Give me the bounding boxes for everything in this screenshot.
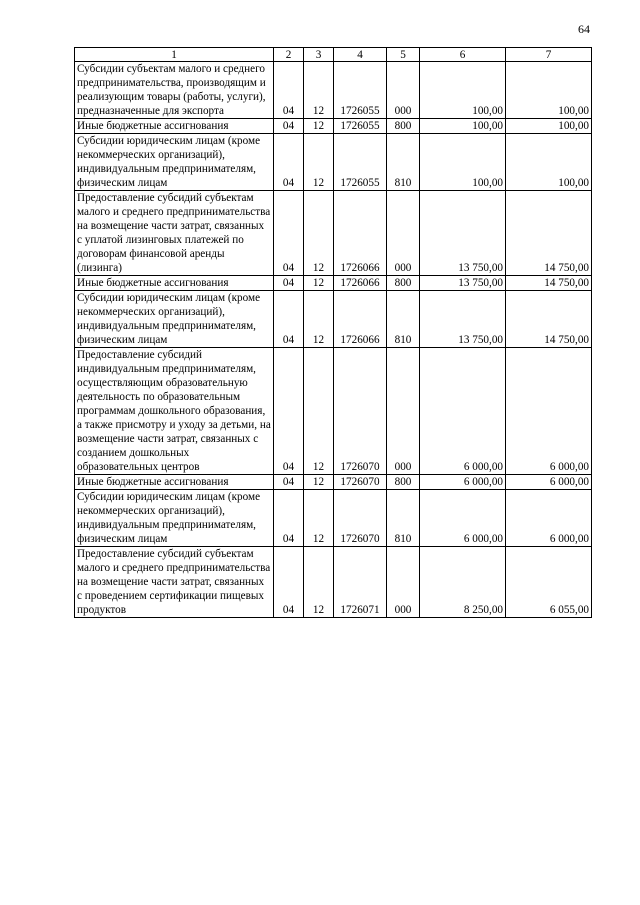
- row-section: 04: [274, 62, 304, 119]
- row-name: Субсидии юридическим лицам (кроме некоммерческих организаций), индивидуальным предпринимателям, физическим лицам: [75, 490, 274, 547]
- row-amount-2: 100,00: [506, 119, 592, 134]
- row-name: Предоставление субсидий индивидуальным предпринимателям, осуществляющим образовательную деятельность по образовательным программам дошкольного образования, а также присмотру и уходу за детьми, на возмещение части затрат, связанных с созданием дошкольных образовательных центров: [75, 348, 274, 475]
- table-row: [75, 191, 592, 276]
- row-amount-2: 100,00: [506, 62, 592, 119]
- row-expense-type: 800: [387, 119, 420, 134]
- row-target-code: 1726055: [334, 62, 387, 119]
- row-amount-1: 100,00: [420, 119, 506, 134]
- row-expense-type: 000: [387, 62, 420, 119]
- row-target-code: 1726071: [334, 547, 387, 618]
- row-expense-type: 000: [387, 348, 420, 475]
- row-subsection: 12: [304, 348, 334, 475]
- header-col-7: 7: [506, 48, 592, 62]
- row-amount-2: 14 750,00: [506, 276, 592, 291]
- row-expense-type: 810: [387, 490, 420, 547]
- row-amount-1: 100,00: [420, 134, 506, 191]
- row-section: 04: [274, 276, 304, 291]
- row-section: 04: [274, 475, 304, 490]
- row-amount-2: 6 000,00: [506, 348, 592, 475]
- row-subsection: 12: [304, 475, 334, 490]
- table-row: [75, 547, 592, 618]
- row-name: Субсидии юридическим лицам (кроме некоммерческих организаций), индивидуальным предпринимателям, физическим лицам: [75, 291, 274, 348]
- row-target-code: 1726070: [334, 475, 387, 490]
- row-section: 04: [274, 119, 304, 134]
- row-amount-2: 6 000,00: [506, 490, 592, 547]
- row-subsection: 12: [304, 134, 334, 191]
- header-col-4: 4: [334, 48, 387, 62]
- row-amount-1: 13 750,00: [420, 276, 506, 291]
- header-col-6: 6: [420, 48, 506, 62]
- row-section: 04: [274, 547, 304, 618]
- table-header-row: [75, 48, 592, 62]
- row-target-code: 1726066: [334, 276, 387, 291]
- row-amount-1: 8 250,00: [420, 547, 506, 618]
- row-expense-type: 000: [387, 547, 420, 618]
- row-section: 04: [274, 291, 304, 348]
- header-col-1: 1: [75, 48, 274, 62]
- row-expense-type: 800: [387, 276, 420, 291]
- table-row: [75, 276, 592, 291]
- row-target-code: 1726055: [334, 134, 387, 191]
- header-col-3: 3: [304, 48, 334, 62]
- budget-table: [74, 47, 592, 618]
- row-target-code: 1726066: [334, 291, 387, 348]
- header-col-5: 5: [387, 48, 420, 62]
- row-amount-2: 6 055,00: [506, 547, 592, 618]
- row-amount-2: 6 000,00: [506, 475, 592, 490]
- row-target-code: 1726070: [334, 490, 387, 547]
- row-name: Предоставление субсидий субъектам малого и среднего предпринимательства на возмещение части затрат, связанных с уплатой лизинговых платежей по договорам финансовой аренды (лизинга): [75, 191, 274, 276]
- row-section: 04: [274, 348, 304, 475]
- row-amount-1: 6 000,00: [420, 348, 506, 475]
- row-name: Субсидии субъектам малого и среднего предпринимательства, производящим и реализующим товары (работы, услуги), предназначенные для экспорта: [75, 62, 274, 119]
- row-amount-1: 100,00: [420, 62, 506, 119]
- row-amount-2: 14 750,00: [506, 191, 592, 276]
- row-section: 04: [274, 134, 304, 191]
- row-amount-2: 14 750,00: [506, 291, 592, 348]
- row-subsection: 12: [304, 191, 334, 276]
- row-name: Иные бюджетные ассигнования: [75, 276, 274, 291]
- table-row: [75, 490, 592, 547]
- row-section: 04: [274, 490, 304, 547]
- row-expense-type: 000: [387, 191, 420, 276]
- row-amount-1: 6 000,00: [420, 475, 506, 490]
- row-amount-1: 13 750,00: [420, 291, 506, 348]
- row-name: Предоставление субсидий субъектам малого и среднего предпринимательства на возмещение части затрат, связанных с проведением сертификации пищевых продуктов: [75, 547, 274, 618]
- row-subsection: 12: [304, 62, 334, 119]
- table-row: [75, 62, 592, 119]
- row-name: Иные бюджетные ассигнования: [75, 475, 274, 490]
- row-name: Субсидии юридическим лицам (кроме некоммерческих организаций), индивидуальным предпринимателям, физическим лицам: [75, 134, 274, 191]
- row-subsection: 12: [304, 547, 334, 618]
- row-subsection: 12: [304, 490, 334, 547]
- row-amount-2: 100,00: [506, 134, 592, 191]
- header-col-2: 2: [274, 48, 304, 62]
- row-subsection: 12: [304, 276, 334, 291]
- table-row: [75, 291, 592, 348]
- page-number: 64: [578, 22, 590, 36]
- row-section: 04: [274, 191, 304, 276]
- row-target-code: 1726055: [334, 119, 387, 134]
- row-expense-type: 810: [387, 291, 420, 348]
- table-row: [75, 134, 592, 191]
- row-name: Иные бюджетные ассигнования: [75, 119, 274, 134]
- row-amount-1: 6 000,00: [420, 490, 506, 547]
- row-amount-1: 13 750,00: [420, 191, 506, 276]
- table-row: [75, 348, 592, 475]
- row-subsection: 12: [304, 291, 334, 348]
- table-row: [75, 119, 592, 134]
- row-target-code: 1726066: [334, 191, 387, 276]
- row-subsection: 12: [304, 119, 334, 134]
- row-expense-type: 810: [387, 134, 420, 191]
- table-row: [75, 475, 592, 490]
- row-target-code: 1726070: [334, 348, 387, 475]
- row-expense-type: 800: [387, 475, 420, 490]
